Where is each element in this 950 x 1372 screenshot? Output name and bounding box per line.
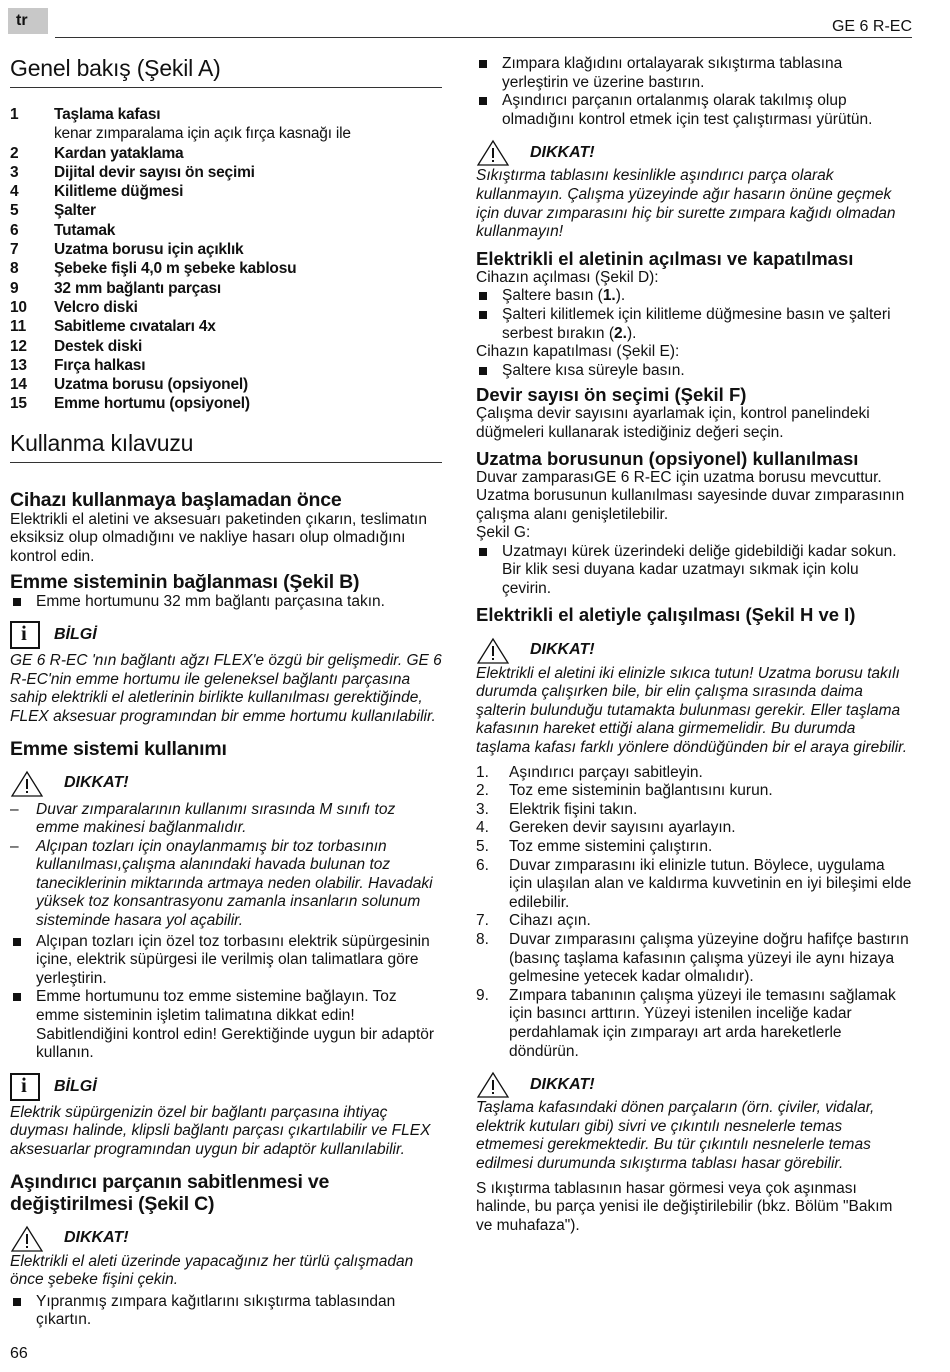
step-item: 1. Aşındırıcı parçayı sabitleyin. — [476, 763, 703, 781]
legend-item: 2 Kardan yataklama — [10, 144, 184, 162]
list-item: Yıpranmış zımpara kağıtlarını sıkıştırma tablasından çıkartın. — [10, 1293, 442, 1330]
legend-item: 5 Şalter — [10, 202, 96, 220]
step-item: 5. Toz emme sistemini çalıştırın. — [476, 838, 713, 855]
warning-text: Elektrikli el aleti üzerinde yapacağınız her türlü çalışmadan önce şebeke fişini çekin. — [10, 1252, 414, 1289]
before-use-text: Elektrikli el aletini ve aksesuarı paketinden çıkarın, teslimatın eksiksiz olup olmadığını ve nakliye hasarı olup olmadığını kontrol edin. — [10, 510, 427, 565]
warning-icon — [476, 1071, 510, 1099]
steps-list — [476, 764, 912, 1062]
use-title: Emme sistemi kullanımı — [10, 737, 227, 760]
bullet-icon — [476, 543, 502, 562]
model-header: GE 6 R-EC — [831, 18, 912, 35]
warning-icon — [476, 637, 510, 665]
warning-heading: DIKKAT! — [476, 637, 912, 665]
bullet-icon — [476, 362, 502, 381]
work-title: Elektrikli el aletiyle çalışılması (Şekil H ve I) — [476, 603, 856, 625]
speed-title: Devir sayısı ön seçimi (Şekil F) — [476, 384, 747, 406]
step-item: 7. Cihazı açın. — [476, 912, 591, 930]
step-item: 8. Duvar zımparasını çalışma yüzeyine doğru hafifçe bastırın (basınç taşlama kafasının çalışma yüzeyi ile aynı hizaya gelmesine yetecek kadar olmalıdır). — [476, 930, 909, 986]
warning-heading: DIKKAT! — [476, 1071, 912, 1099]
extension-figure-label: Şekil G: — [476, 524, 531, 542]
page-number: 66 — [10, 1345, 28, 1362]
legend-item: 4 Kilitleme düğmesi — [10, 183, 184, 201]
onoff-title: Elektrikli el aletinin açılması ve kapatılması — [476, 247, 854, 269]
right-column — [476, 55, 912, 1235]
info-icon: i — [10, 621, 40, 649]
warning-heading: DIKKAT! — [476, 139, 912, 167]
legend-item: 6 Tutamak — [10, 221, 116, 239]
list-item: Emme hortumunu 32 mm bağlantı parçasına takın. — [10, 593, 442, 612]
parts-legend — [10, 105, 442, 414]
step-item: 6. Duvar zımparasını iki elinizle tutun. Böylece, uygulama için ulaşılan alan ve kaldırma kuvvetinin en iyi bileşimi elde edilebilir. — [476, 856, 912, 911]
header-rule — [55, 37, 912, 38]
bullet-icon — [476, 306, 502, 343]
list-item: – Alçıpan tozları için onaylanmamış bir toz torbasının kullanılması,çalışma alanındaki havada bulunan toz taneciklerinin miktarında artmaya neden olabilir. Havadaki yüksek toz konsantrasyonu zamanla insanların solunum sisteminde hasara yol açabilir. — [10, 837, 433, 930]
list-item: – Duvar zımparalarının kullanımı sırasında M sınıfı toz emme makinesi bağlanmalıdır. — [10, 800, 396, 837]
warning-text: Elektrikli el aletini iki elinizle sıkıca tutun! Uzatma borusu takılı durumda çalışırken bile, bir elin çalışma sırasında daima şalterin bulunduğu tutamakta bulunması gerekir. Eller taşlama kafasının hareket ettiği alana girmemelidir. Bu durumda taşlama kafası farklı yönlere döndüğünden bir el araya girebilir. — [476, 664, 908, 757]
list-item: Emme hortumunu toz emme sistemine bağlayın. Toz emme sisteminin işletim talimatına dikkat edin! Sabitlendiğini kontrol edin! Gerektiğinde uygun bir adaptör kullanın. — [10, 988, 442, 1062]
legend-item: 8 Şebeke fişli 4,0 m şebeke kablosu — [10, 260, 297, 278]
bullet-icon — [10, 933, 36, 989]
info-heading: i BİLGİ — [10, 1073, 442, 1101]
legend-item: 13 Fırça halkası — [10, 356, 146, 374]
connect-title: Emme sisteminin bağlanması (Şekil B) — [10, 570, 360, 593]
warning-icon — [476, 139, 510, 167]
title-rule — [10, 462, 442, 463]
off-label: Cihazın kapatılması (Şekil E): — [476, 343, 680, 361]
info-icon: i — [10, 1073, 40, 1101]
warning-heading: DIKKAT! — [10, 1225, 442, 1253]
bullet-icon — [476, 92, 502, 129]
list-item-sub: Bir klik sesi duyana kadar uzatmayı sıkmak için kolu çevirin. — [502, 561, 859, 598]
left-column — [10, 50, 442, 1330]
list-item: Şalteri kilitlemek için kilitleme düğmesine basın ve şalteri serbest bırakın (2.). — [476, 306, 912, 343]
list-item: Alçıpan tozları için özel toz torbasını elektrik süpürgesinin içine, elektrik süpürgesi ile verilmiş olan talimatlara göre yerleştirin. — [10, 933, 442, 989]
list-item: Şaltere kısa süreyle basın. — [476, 362, 912, 381]
title-rule — [10, 87, 442, 88]
speed-text: Çalışma devir sayısını ayarlamak için, kontrol panelindeki düğmeleri kullanarak istediğiniz değeri seçin. — [476, 405, 870, 441]
info-heading: i BİLGİ — [10, 621, 442, 649]
overview-title: Genel bakış (Şekil A) — [10, 55, 221, 81]
legend-item: 9 32 mm bağlantı parçası — [10, 279, 222, 297]
bullet-icon — [10, 1293, 36, 1330]
final-text: S ıkıştırma tablasının hasar görmesi veya çok aşınması halinde, bu parça yenisi ile değiştirilebilir (bkz. Bölüm "Bakım ve muhafaza"). — [476, 1179, 893, 1234]
on-label: Cihazın açılması (Şekil D): — [476, 268, 659, 286]
abrasive-title-line1: Aşındırıcı parçanın sabitlenmesi ve — [10, 1170, 330, 1193]
list-item: Aşındırıcı parçanın ortalanmış olarak takılmış olup olmadığını kontrol etmek için test çalıştırması yürütün. — [476, 92, 912, 129]
before-use-title: Cihazı kullanmaya başlamadan önce — [10, 488, 342, 511]
legend-item: 15 Emme hortumu (opsiyonel) — [10, 395, 250, 413]
legend-item: 3 Dijital devir sayısı ön seçimi — [10, 163, 255, 181]
bullet-icon — [476, 287, 502, 306]
warning-heading: DIKKAT! — [10, 770, 442, 798]
step-item: 2. Toz eme sisteminin bağlantısını kurun. — [476, 782, 773, 800]
legend-item: 7 Uzatma borusu için açıklık — [10, 241, 244, 259]
list-item: Zımpara klağıdını ortalayarak sıkıştırma tablasına yerleştirin ve üzerine bastırın. — [476, 55, 912, 92]
info-text: Elektrik süpürgenizin özel bir bağlantı parçasına ihtiyaç duyması halinde, klipsli bağlantı parçası çıkartılabilir ve FLEX aksesuarlar programından uygun bir adaptör kullanılabilir. — [10, 1103, 431, 1158]
warning-icon — [10, 770, 44, 798]
legend-item: 11 Sabitleme cıvataları 4x — [10, 318, 216, 336]
legend-item: 14 Uzatma borusu (opsiyonel) — [10, 376, 248, 394]
manual-title: Kullanma kılavuzu — [10, 429, 194, 456]
extension-title: Uzatma borusunun (opsiyonel) kullanılması — [476, 447, 859, 469]
extension-text: Duvar zamparasıGE 6 R-EC için uzatma borusu mevcuttur. Uzatma borusunun kullanılması sayesinde duvar zımparasının çalışma alanı genişletilebilir. — [476, 468, 905, 523]
legend-item: 12 Destek diski — [10, 337, 143, 355]
legend-item: 1 Taşlama kafası — [10, 106, 161, 123]
bullet-icon — [476, 55, 502, 92]
warning-text: Sıkıştırma tablasını kesinlikle aşındırıcı parça olarak kullanmayın. Çalışma yüzeyinde ağır hasarın önüne geçmek için duvar zımparasını hiç bir surette zımpara kağıdı olmadan kullanmayın! — [476, 167, 896, 241]
list-item: Uzatmayı kürek üzerindeki deliğe gidebildiği kadar sokun. — [476, 543, 912, 562]
language-tag: tr — [8, 8, 48, 34]
warning-text: Taşlama kafasındaki dönen parçaların (örn. çiviler, vidalar, elektrik kutuları gibi) sivri ve çıkıntılı nesnelerle temas etmemesi gerekmektedir. Bu tür çıkıntılı nesnelerle temas edilmesi durumunda sıkıştırma tablası hasar görebilir. — [476, 1099, 875, 1172]
step-item: 9. Zımpara tabanının çalışma yüzeyi ile temasını sağlamak için basıncı arttırın. Yüzeyi istenilen inceliğe kadar perdahlamak için zımparayı art arda hareketlerle döndürün. — [476, 986, 896, 1060]
warning-icon — [10, 1225, 44, 1253]
abrasive-title-line2: değiştirilmesi (Şekil C) — [10, 1192, 215, 1215]
legend-item-sub: kenar zımparalama için açık fırça kasnağı ile — [54, 125, 351, 143]
bullet-icon — [10, 988, 36, 1062]
step-item: 3. Elektrik fişini takın. — [476, 800, 638, 818]
bullet-icon — [10, 593, 36, 612]
info-text: GE 6 R-EC 'nın bağlantı ağzı FLEX'e özgü bir gelişmedir. GE 6 R-EC'nin emme hortumu ile geleneksel bağlantı parçasına sahip elektrikli el aletlerinin birlikte kullanılması gerektiğinde, FLEX aksesuar programından bir emme hortumu kullanılabilir. — [10, 652, 442, 725]
legend-item: 10 Velcro diski — [10, 298, 138, 316]
list-item: Şaltere basın (1.). — [476, 287, 912, 306]
step-item: 4. Gereken devir sayısını ayarlayın. — [476, 819, 736, 837]
